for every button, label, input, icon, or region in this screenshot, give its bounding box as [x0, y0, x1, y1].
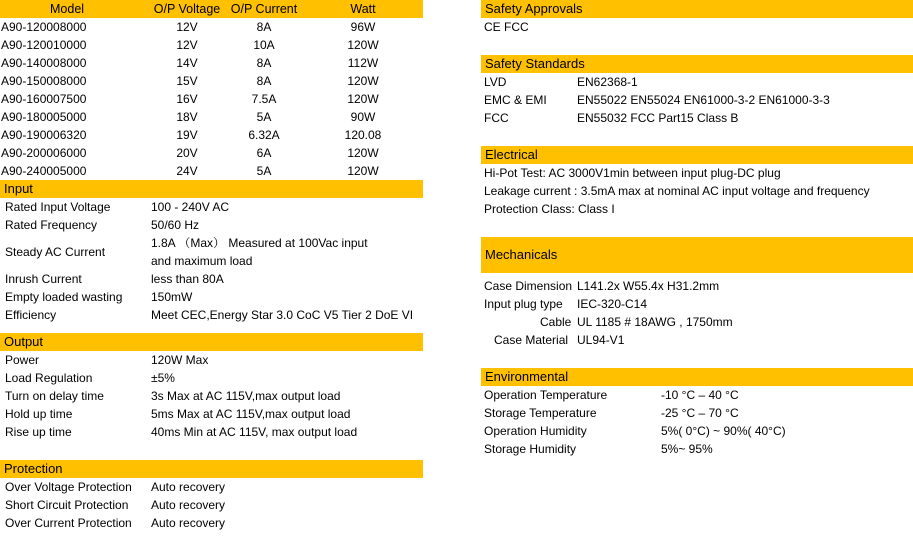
- spec-value: Meet CEC,Energy Star 3.0 CoC V5 Tier 2 DoE VI: [151, 308, 414, 322]
- section-gap: [481, 127, 913, 146]
- voltage-cell: 24V: [176, 164, 198, 178]
- spec-label: Power: [5, 353, 40, 367]
- model-table-header: [0, 0, 423, 18]
- spec-row: [0, 288, 423, 306]
- spec-label: Inrush Current: [5, 272, 82, 286]
- spec-label: Operation Temperature: [484, 388, 608, 402]
- model-cell: A90-180005000: [1, 110, 87, 124]
- spec-label: FCC: [484, 111, 509, 125]
- spec-value: L141.2x W55.4x H31.2mm: [577, 279, 720, 293]
- spec-label: LVD: [484, 75, 507, 89]
- current-cell: 5A: [256, 164, 272, 178]
- spec-value: Auto recovery: [151, 516, 226, 530]
- spec-label: Case Material: [494, 333, 569, 347]
- spec-row: [0, 270, 423, 288]
- safety-standards-title: Safety Standards: [481, 55, 913, 73]
- spec-value: 5ms Max at AC 115V,max output load: [151, 407, 351, 421]
- spec-row: [481, 404, 913, 422]
- watt-cell: 90W: [350, 110, 376, 124]
- electrical-section: [481, 164, 913, 218]
- current-cell: 7.5A: [251, 92, 277, 106]
- spec-label: Efficiency: [5, 308, 57, 322]
- right-column: [481, 0, 913, 458]
- section-gap: [0, 324, 423, 333]
- watt-cell: 120W: [347, 38, 379, 52]
- model-cell: A90-150008000: [1, 74, 87, 88]
- spec-value: -25 °C – 70 °C: [661, 406, 739, 420]
- safety-approvals-title: Safety Approvals: [481, 0, 913, 18]
- watt-cell: 112W: [347, 56, 379, 70]
- model-cell: A90-190006320: [1, 128, 87, 142]
- table-row: [0, 18, 423, 36]
- electrical-text: Hi-Pot Test: AC 3000V1min between input plug-DC plug: [484, 166, 781, 180]
- current-cell: 6.32A: [248, 128, 280, 142]
- spec-row: [0, 306, 423, 324]
- electrical-line: [481, 200, 913, 218]
- spec-value: UL94-V1: [577, 333, 625, 347]
- voltage-cell: 12V: [176, 38, 198, 52]
- spec-label: Operation Humidity: [484, 424, 587, 438]
- spec-value: ±5%: [151, 371, 175, 385]
- spec-value: 120W Max: [151, 353, 209, 367]
- table-row: [0, 162, 423, 180]
- safety-approvals-row: [481, 18, 913, 36]
- spec-value: 3s Max at AC 115V,max output load: [151, 389, 341, 403]
- voltage-cell: 12V: [176, 20, 198, 34]
- spec-label: Rise up time: [5, 425, 72, 439]
- current-cell: 8A: [256, 56, 272, 70]
- spec-value: EN62368-1: [577, 75, 638, 89]
- output-section-title: Output: [0, 333, 423, 351]
- watt-cell: 120W: [347, 74, 379, 88]
- spec-row: [0, 496, 423, 514]
- current-cell: 6A: [256, 146, 272, 160]
- spec-row: [0, 478, 423, 496]
- left-column: [0, 0, 423, 532]
- spec-row: [0, 216, 423, 234]
- electrical-line: [481, 164, 913, 182]
- table-row: [0, 108, 423, 126]
- voltage-cell: 14V: [176, 56, 198, 70]
- header-current: O/P Current: [230, 2, 298, 16]
- spec-value: Auto recovery: [151, 498, 226, 512]
- spec-label: EMC & EMI: [484, 93, 547, 107]
- spec-row: [0, 514, 423, 532]
- section-gap: [0, 441, 423, 460]
- safety-approvals-text: CE FCC: [484, 20, 529, 34]
- voltage-cell: 15V: [176, 74, 198, 88]
- environmental-section: [481, 386, 913, 458]
- watt-cell: 120W: [347, 146, 379, 160]
- watt-cell: 120.08: [344, 128, 382, 142]
- spec-label: Input plug type: [484, 297, 563, 311]
- protection-section: [0, 478, 423, 532]
- spec-value: 50/60 Hz: [151, 218, 200, 232]
- spec-value: 5%~ 95%: [661, 442, 713, 456]
- spec-value: 40ms Min at AC 115V, max output load: [151, 425, 358, 439]
- environmental-title: Environmental: [481, 368, 913, 386]
- electrical-line: [481, 182, 913, 200]
- voltage-cell: 18V: [176, 110, 198, 124]
- spec-row: [481, 73, 913, 91]
- electrical-title: Electrical: [481, 146, 913, 164]
- section-gap: [481, 218, 913, 237]
- spec-label: Storage Humidity: [484, 442, 577, 456]
- spec-value: 100 - 240V AC: [151, 200, 230, 214]
- model-cell: A90-120010000: [1, 38, 87, 52]
- spec-value: [151, 234, 368, 270]
- current-cell: 8A: [256, 20, 272, 34]
- spec-label: Short Circuit Protection: [5, 498, 129, 512]
- header-watt: Watt: [350, 2, 376, 16]
- spec-value: IEC-320-C14: [577, 297, 648, 311]
- protection-section-title: Protection: [0, 460, 423, 478]
- table-row: [0, 126, 423, 144]
- spec-label: Case Dimension: [484, 279, 573, 293]
- table-row: [0, 90, 423, 108]
- spec-value: UL 1185 # 18AWG , 1750mm: [577, 315, 733, 329]
- spec-value: Auto recovery: [151, 480, 226, 494]
- spec-label: Rated Input Voltage: [5, 200, 111, 214]
- input-section-title: Input: [0, 180, 423, 198]
- spec-row: [481, 109, 913, 127]
- spec-row: [481, 440, 913, 458]
- section-gap: [481, 36, 913, 55]
- spec-row: [0, 369, 423, 387]
- spec-value: 150mW: [151, 290, 193, 304]
- model-cell: A90-160007500: [1, 92, 87, 106]
- current-cell: 10A: [253, 38, 275, 52]
- spec-value: less than 80A: [151, 272, 224, 286]
- header-model: Model: [50, 2, 85, 16]
- spec-row: [0, 423, 423, 441]
- section-gap: [481, 349, 913, 368]
- watt-cell: 96W: [350, 20, 376, 34]
- spec-row: [481, 386, 913, 404]
- voltage-cell: 19V: [176, 128, 198, 142]
- spec-row: [481, 277, 913, 295]
- spec-row: [0, 351, 423, 369]
- watt-cell: 120W: [347, 92, 379, 106]
- spec-value-line-1: 1.8A （Max） Measured at 100Vac input: [151, 236, 368, 250]
- spec-row: [481, 422, 913, 440]
- output-section: [0, 351, 423, 441]
- safety-standards-section: [481, 73, 913, 127]
- mechanicals-title: Mechanicals: [481, 237, 913, 273]
- header-voltage: O/P Voltage: [153, 2, 221, 16]
- spec-label: Hold up time: [5, 407, 73, 421]
- model-cell: A90-140008000: [1, 56, 87, 70]
- spec-label: Turn on delay time: [5, 389, 104, 403]
- electrical-text: Leakage current : 3.5mA max at nominal AC input voltage and frequency: [484, 184, 870, 198]
- spec-row: [481, 313, 913, 331]
- spec-row: [481, 331, 913, 349]
- model-cell: A90-200006000: [1, 146, 87, 160]
- electrical-text: Protection Class: Class I: [484, 202, 615, 216]
- spec-label: Storage Temperature: [484, 406, 597, 420]
- voltage-cell: 20V: [176, 146, 198, 160]
- voltage-cell: 16V: [176, 92, 198, 106]
- model-cell: A90-120008000: [1, 20, 87, 34]
- current-cell: 8A: [256, 74, 272, 88]
- watt-cell: 120W: [347, 164, 379, 178]
- spec-value-line-2: and maximum load: [151, 254, 253, 268]
- spec-label: Steady AC Current: [5, 245, 106, 259]
- spec-value: EN55032 FCC Part15 Class B: [577, 111, 739, 125]
- table-row: [0, 144, 423, 162]
- spec-row: [481, 295, 913, 313]
- table-row: [0, 72, 423, 90]
- current-cell: 5A: [256, 110, 272, 124]
- spec-label: Empty loaded wasting: [5, 290, 123, 304]
- spec-value: 5%( 0°C) ~ 90%( 40°C): [661, 424, 786, 438]
- model-table: [0, 0, 423, 180]
- spec-label: Over Voltage Protection: [5, 480, 132, 494]
- spec-value: -10 °C – 40 °C: [661, 388, 739, 402]
- spec-label: Cable: [540, 315, 572, 329]
- spec-label: Load Regulation: [5, 371, 93, 385]
- spec-label: Rated Frequency: [5, 218, 98, 232]
- table-row: [0, 36, 423, 54]
- spec-row: [0, 405, 423, 423]
- model-cell: A90-240005000: [1, 164, 87, 178]
- table-row: [0, 54, 423, 72]
- spec-row: [481, 91, 913, 109]
- spec-label: Over Current Protection: [5, 516, 132, 530]
- input-section: [0, 198, 423, 324]
- mechanicals-section: [481, 277, 913, 349]
- spec-row: [0, 198, 423, 216]
- spec-row: [0, 387, 423, 405]
- spec-row: [0, 234, 423, 270]
- spec-value: EN55022 EN55024 EN61000-3-2 EN61000-3-3: [577, 93, 830, 107]
